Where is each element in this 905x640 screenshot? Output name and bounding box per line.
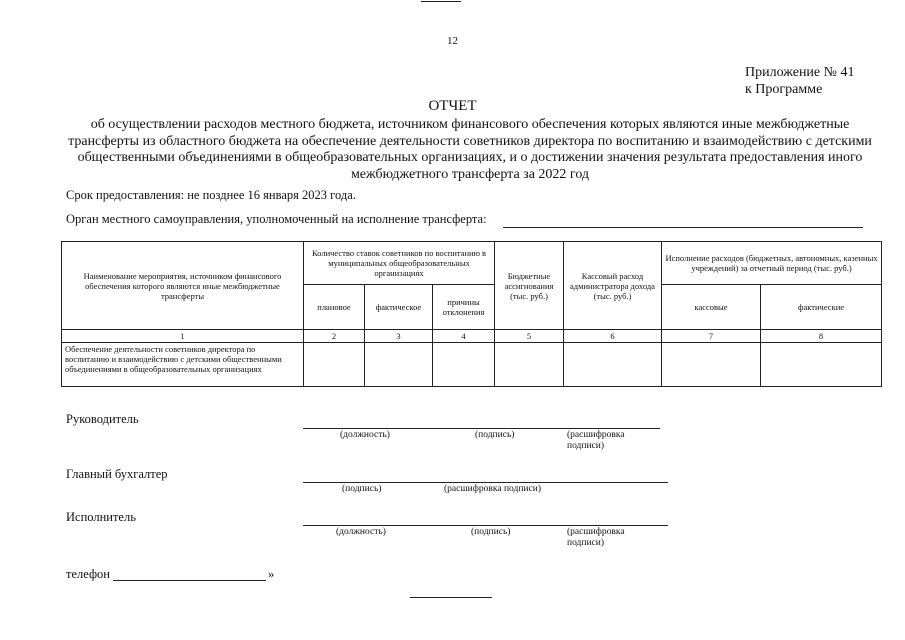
col-number: 2 (304, 330, 365, 343)
head-label: Руководитель (66, 412, 139, 426)
page-number: 12 (447, 35, 458, 47)
report-subtitle: об осуществлении расходов местного бюджета, источником финансового обеспечения которых являются иные межбюджетные трансферты из областного бюджета на обеспечение деятельности советников директора по воспитанию и взаимодействию с детскими общественными объединениями в общеобразовательных организациях, и о достижении значения результата предоставления иного межбюджетного трансферта за 2022 год (68, 117, 872, 182)
header-execution: Исполнение расходов (бюджетных, автономных, казенных учреждений) за отчетный период (тыс. руб.) (662, 242, 882, 285)
report-title: ОТЧЕТ (428, 98, 477, 114)
report-table (61, 241, 882, 387)
executor-decode-caption: (расшифровка подписи) (567, 527, 625, 548)
header-cash-expense: Кассовый расход администратора дохода (тыс. руб.) (564, 242, 662, 330)
bottom-rule (410, 597, 492, 598)
head-signature-caption: (подпись) (475, 430, 515, 440)
deadline-text: Срок предоставления: не позднее 16 января 2023 года. (66, 188, 356, 202)
executor-label: Исполнитель (66, 510, 136, 524)
cell-cash-expense[interactable] (564, 343, 662, 387)
organ-fill-line (503, 227, 863, 228)
header-cash-exec: кассовые (662, 285, 761, 330)
appendix-line-1: Приложение № 41 (745, 65, 855, 80)
head-position-caption: (должность) (340, 430, 390, 440)
row-event-name: Обеспечение деятельности советников директора по воспитанию и взаимодействию с детскими общественными объединениями в общеобразовательных организациях (62, 343, 304, 387)
executor-position-caption: (должность) (336, 527, 386, 537)
phone-label: телефон (66, 567, 110, 581)
col-number: 5 (495, 330, 564, 343)
col-number: 4 (433, 330, 495, 343)
chief-accountant-sign-line (303, 482, 668, 483)
header-fact-exec: фактические (761, 285, 882, 330)
head-decode-caption: (расшифровка подписи) (567, 430, 625, 451)
header-allocations: Бюджетные ассигнования (тыс. руб.) (495, 242, 564, 330)
chief-signature-caption: (подпись) (342, 484, 382, 494)
header-planned: плановое (304, 285, 365, 330)
col-number: 6 (564, 330, 662, 343)
phone-closing-quote: » (268, 567, 275, 581)
header-actual: фактическое (365, 285, 433, 330)
cell-planned[interactable] (304, 343, 365, 387)
col-number: 7 (662, 330, 761, 343)
organ-label: Орган местного самоуправления, уполномоченный на исполнение трансферта: (66, 212, 487, 226)
cell-allocations[interactable] (495, 343, 564, 387)
col-number: 1 (62, 330, 304, 343)
cell-reasons[interactable] (433, 343, 495, 387)
appendix-note (745, 64, 855, 98)
executor-signature-caption: (подпись) (471, 527, 511, 537)
top-rule (421, 1, 461, 2)
executor-sign-line (303, 525, 668, 526)
col-number: 3 (365, 330, 433, 343)
header-reasons: причины отклонения (433, 285, 495, 330)
head-sign-line (303, 428, 660, 429)
phone-fill-line (113, 580, 266, 581)
chief-accountant-label: Главный бухгалтер (66, 467, 168, 481)
cell-actual[interactable] (365, 343, 433, 387)
cell-cash-exec[interactable] (662, 343, 761, 387)
chief-decode-caption: (расшифровка подписи) (444, 484, 541, 494)
cell-fact-exec[interactable] (761, 343, 882, 387)
appendix-line-2: к Программе (745, 82, 823, 97)
header-rates: Количество ставок советников по воспитанию в муниципальных общеобразовательных организациях (304, 242, 495, 285)
header-event: Наименование мероприятия, источником финансового обеспечения которого являются иные межбюджетные трансферты (62, 242, 304, 330)
col-number: 8 (761, 330, 882, 343)
